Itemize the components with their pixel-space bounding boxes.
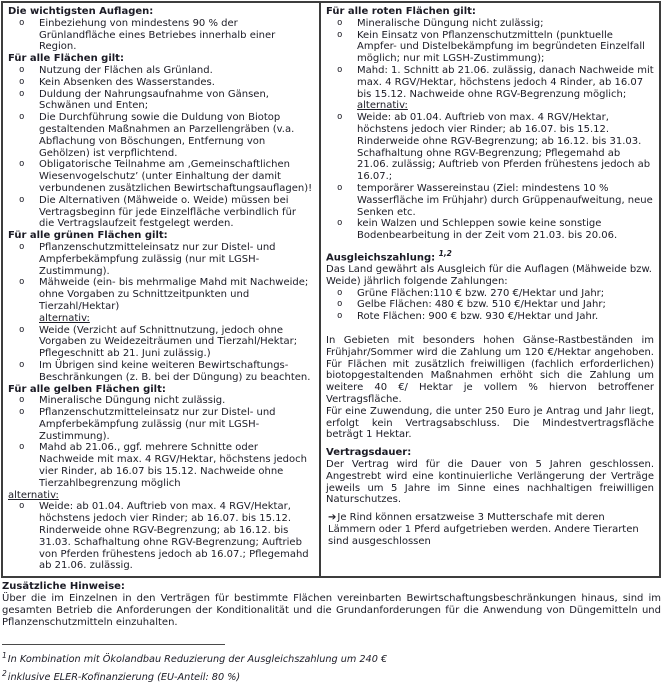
alternative-label [8, 490, 314, 502]
bullet-text: Obligatorische Teilnahme am ‚Gemeinschaftlichen Wiesenvogelschutz’ (unter Einhaltung der damit verbundenen zusätzlichen Bewirtschaftungsauflagen)! [39, 159, 313, 194]
bullet-marker: o [337, 311, 343, 322]
section-heading: Für alle grünen Flächen gilt: [8, 230, 168, 242]
bullet-marker: o [337, 218, 343, 229]
section-heading: Ausgleichszahlung: $^{1,2}$ [326, 248, 452, 264]
bullet-text: Mahd ab 21.06., ggf. mehrere Schnitte oder Nachweide mit max. 4 RGV/Hektar, höchstens jedoch vier Rinder, ab 16.07 bis 15.12. Nachweide ohne Tierzahlbegrenzung möglich [39, 442, 307, 489]
spacer [326, 323, 654, 335]
bullet-text: Kein Einsatz von Pflanzenschutzmitteln (punktuelle Ampfer- und Distelbekämpfung im begründeten Einzelfall möglich; nur mit LGSH-Zustimmung); [357, 29, 645, 65]
bullet-text: Mineralische Düngung nicht zulässig; [357, 17, 544, 29]
bullet-text: Kein Absenken des Wasserstandes. [39, 76, 215, 88]
arrow-text: Je Rind können ersatzweise 3 Mutterschafe mit deren Lämmern oder 1 Pferd aufgetrieben werden. Andere Tierarten sind ausgeschlossen [328, 512, 639, 547]
bullet-text: Die Alternativen (Mähweide o. Weide) müssen bei Vertragsbeginn für jede Einzelfläche verbindlich für die Vertragslaufzeit festgelegt werden. [39, 194, 297, 230]
bullet-item [326, 30, 654, 65]
bullet-marker: o [19, 17, 25, 28]
notes-paragraph: Über die im Einzelnen in den Verträgen für bestimmte Flächen vereinbarten Bewirtschaftungsbeschränkungen hinaus, sind im gesamten Betrieb die Anforderungen der Konditionalität und die Grundanforderungen für die Anwendung von Düngemitteln und Pflanzenschutzmitteln einzuhalten. [2, 593, 661, 628]
footnote [2, 667, 664, 685]
bullet-marker: o [19, 159, 25, 170]
bullet-text: Mahd: 1. Schnitt ab 21.06. zulässig, danach Nachweide mit max. 4 RGV/Hektar, höchstens jedoch 4 Rinder, ab 16.07 bis 15.12. Nachweide ohne RGV-Begrenzung möglich; [357, 64, 654, 100]
bullet-item [326, 112, 654, 183]
bullet-text: temporärer Wassereinstau (Ziel: mindestens 10 % Wasserfläche im Frühjahr) durch Grüppenaufweitung, neue Senken etc. [357, 182, 653, 218]
bullet-marker: o [19, 277, 25, 288]
bullet-item [8, 18, 314, 53]
bullet-item [8, 442, 314, 489]
bullet-marker: o [19, 501, 25, 512]
bullet-text: Pflanzenschutzmitteleinsatz nur zur Distel- und Ampferbekämpfung zulässig (nur mit LGSH-Zustimmung). [39, 407, 276, 442]
arrow-paragraph [326, 512, 654, 547]
bullet-text: Duldung der Nahrungsaufnahme von Gänsen, Schwänen und Enten; [39, 88, 269, 112]
bullet-text: Gelbe Flächen: 480 € bzw. 510 €/Hektar und Jahr; [357, 299, 606, 311]
bullet-item [326, 183, 654, 218]
bullet-item [8, 242, 314, 277]
paragraph: In Gebieten mit besonders hohen Gänse-Rastbeständen im Frühjahr/Sommer wird die Zahlung um 120 €/Hektar angehoben. Für Flächen mit zusätzlich freiwilligen (fachlich erforderlichen) biotopgestaltenden Maßnahmen erhöht sich die Zahlung um weitere 40 €/ Hektar je vollem % hiervon betroffener Vertragsfläche. [326, 335, 654, 406]
bullet-item [326, 311, 654, 323]
bullet-text: Weide (Verzicht auf Schnittnutzung, jedoch ohne Vorgaben zu Weidezeiträumen und Tierzahl/Hektar; Pflegeschnitt ab 21. Juni zulässig.) [39, 324, 298, 360]
bullet-item [326, 288, 654, 300]
bullet-marker: o [337, 29, 343, 40]
bullet-text: Mähweide (ein- bis mehrmalige Mahd mit Nachweide; ohne Vorgaben zu Schnittzeitpunkten und Tierzahl/Hektar) [39, 277, 309, 312]
arrow-right-icon: ➔ [328, 512, 337, 524]
bullet-text: Einbeziehung von mindestens 90 % der Grünlandfläche eines Betriebes innerhalb einer Region. [39, 17, 276, 53]
bullet-text: Grüne Flächen:110 € bzw. 270 €/Hektar und Jahr; [357, 287, 605, 299]
alternative-text: alternativ: [8, 489, 59, 501]
alternative-text: alternativ: [39, 312, 90, 324]
left-column [3, 3, 321, 576]
bullet-marker: o [337, 17, 343, 28]
bullet-item [8, 360, 314, 384]
bullet-marker: o [337, 299, 343, 310]
bullet-item [8, 277, 314, 312]
bullet-marker: o [19, 194, 25, 205]
bullet-item [8, 195, 314, 230]
bullet-marker: o [19, 112, 25, 123]
superscript: 1,2 [438, 248, 452, 258]
footnote-text: inklusive ELER-Kofinanzierung (EU-Anteil: 80 %) [7, 672, 241, 684]
bullet-text: Die Durchführung sowie die Duldung von Biotop gestaltenden Maßnahmen an Parzellengräben (v.a. Abflachung von Böschungen, Entfernung von Gehölzen) ist verpflichtend. [39, 112, 295, 159]
footnote-separator [2, 644, 225, 645]
bullet-marker: o [19, 76, 25, 87]
bullet-marker: o [19, 88, 25, 99]
bullet-item [8, 407, 314, 442]
section-heading: Für alle gelben Flächen gilt: [8, 383, 166, 395]
bullet-text: Weide: ab 01.04. Auftrieb von max. 4 RGV/Hektar, höchstens jedoch vier Rinder; ab 16.07. bis 15.12. Rinderweide ohne RGV-Begrenzung; ab 16.12. bis 31.03. Schafhaltung ohne RGV-Begrenzung; Auftrieb von Pferden frühestens jedoch ab 16.07.; Pflegemahd ab 21.06. zulässig. [39, 501, 309, 572]
bullet-item [8, 77, 314, 89]
requirements-table [1, 1, 661, 578]
footnote-marker: 2 [2, 669, 7, 679]
notes-heading: Zusätzliche Hinweise: [2, 581, 125, 593]
bullet-marker: o [19, 395, 25, 406]
footnote [2, 649, 664, 667]
bullet-text: Nutzung der Flächen als Grünland. [39, 64, 213, 76]
bullet-text: Mineralische Düngung nicht zulässig. [39, 395, 226, 407]
bullet-item [8, 395, 314, 407]
bullet-item [8, 159, 314, 194]
bullet-marker: o [19, 324, 25, 335]
paragraph: Das Land gewährt als Ausgleich für die Auflagen (Mähweide bzw. Weide) jährlich folgende Zahlungen: [326, 264, 652, 287]
bullet-marker: o [19, 442, 25, 453]
bullet-text: Im Übrigen sind keine weiteren Bewirtschaftungs-Beschränkungen (z. B. bei der Düngung) zu beachten. [39, 359, 311, 383]
section-heading: Für alle roten Flächen gilt: [326, 6, 476, 17]
bullet-marker: o [19, 241, 25, 252]
bullet-marker: o [337, 182, 343, 193]
paragraph: Für eine Zuwendung, die unter 250 Euro je Antrag und Jahr liegt, erfolgt kein Vertragsabschluss. Die Mindestvertragsfläche beträgt 1 Hektar. [326, 405, 654, 441]
bullet-item [8, 89, 314, 113]
bullet-marker: o [19, 64, 25, 75]
alternative-label [8, 313, 314, 325]
bullet-item [326, 299, 654, 311]
notes-section [2, 581, 661, 628]
bullet-item [8, 325, 314, 360]
alternative-text: alternativ: [357, 100, 408, 112]
section-heading: Vertragsdauer: [326, 447, 412, 459]
bullet-item [8, 65, 314, 77]
bullet-item [326, 65, 654, 100]
alternative-label [326, 100, 654, 112]
bullet-text: Weide: ab 01.04. Auftrieb von max. 4 RGV/Hektar, höchstens jedoch vier Rinder; ab 16.07. bis 15.12. Rinderweide ohne RGV-Begrenzung; ab 16.12. bis 31.03. Schafhaltung ohne RGV-Begrenzung; Pflegemahd ab 21.06. zulässig; Auftrieb von Pferden frühestens jedoch ab 16.07.; [357, 112, 651, 183]
bullet-item [326, 218, 654, 242]
footnote-marker: 1 [2, 651, 7, 661]
section-heading: Die wichtigsten Auflagen: [8, 6, 154, 17]
bullet-text: Pflanzenschutzmitteleinsatz nur zur Distel- und Ampferbekämpfung zulässig (nur mit LGSH-Zustimmung). [39, 241, 276, 277]
footnote-text: In Kombination mit Ökolandbau Reduzierung der Ausgleichszahlung um 240 € [7, 654, 388, 666]
bullet-text: Rote Flächen: 900 € bzw. 930 €/Hektar und Jahr. [357, 311, 599, 323]
section-heading: Für alle Flächen gilt: [8, 53, 124, 65]
bullet-marker: o [337, 64, 343, 75]
bullet-item [8, 501, 314, 572]
bullet-marker: o [337, 287, 343, 298]
bullet-marker: o [337, 112, 343, 123]
paragraph: Der Vertrag wird für die Dauer von 5 Jahren geschlossen. Angestrebt wird eine kontinuierliche Verlängerung der Verträge jeweils um 5 Jahre im Sinne eines nachhaltigen freiwilligen Naturschutzes. [326, 459, 654, 506]
bullet-marker: o [19, 407, 25, 418]
bullet-item [326, 18, 654, 30]
bullet-marker: o [19, 359, 25, 370]
bullet-text: kein Walzen und Schleppen sowie keine sonstige Bodenbearbeitung in der Zeit vom 21.03. bis 20.06. [357, 218, 618, 242]
bullet-item [8, 112, 314, 159]
right-column [321, 3, 659, 576]
